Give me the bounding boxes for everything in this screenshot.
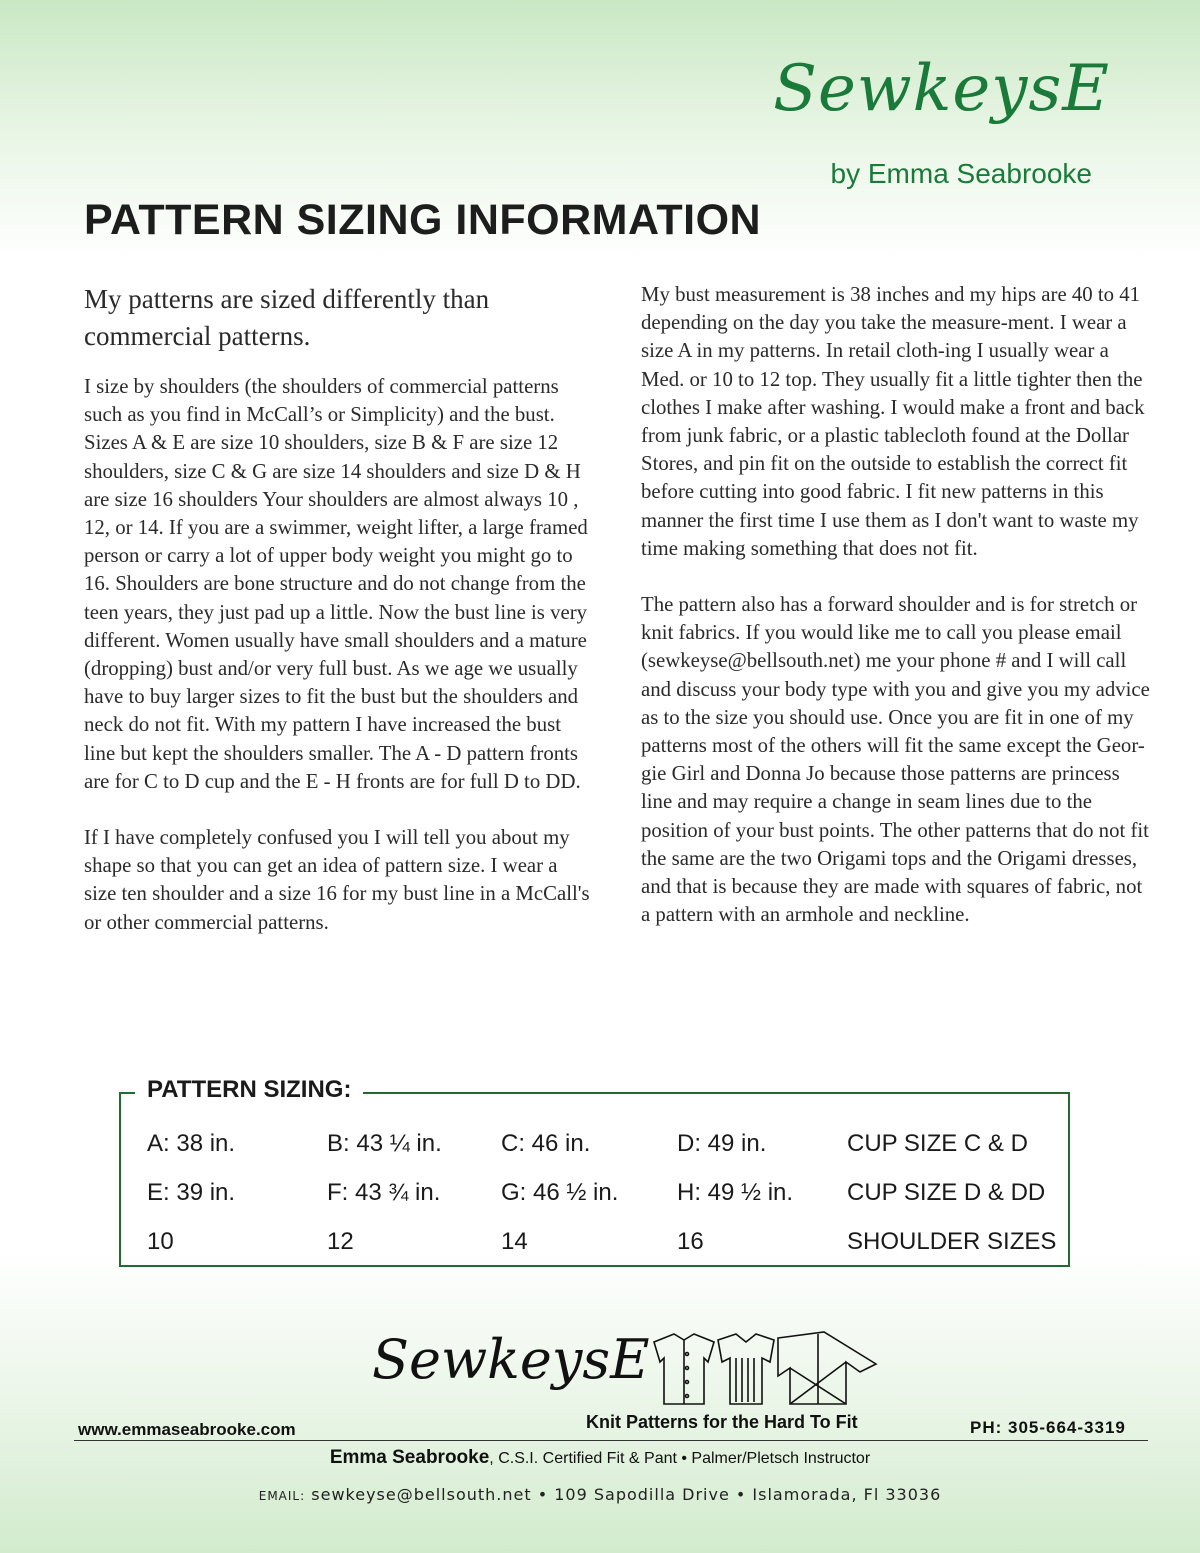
paragraph: The pattern also has a forward shoulder and is for stretch or knit fabrics. If you would like me to call you please email (sewkeyse@bellsouth.net) me your phone # and I will call and discuss your body type with you and give you my advice as to the size you should use. Once you are fit in one of my patterns most of the others will fit the same except the Geor-gie Girl and Donna Jo because those patterns are princess line and may require a change in seam lines due to the position of your bust points. The other patterns that do not fit the same are the two Origami tops and the Origami dresses, and that is because they are made with squares of fabric, not a pattern with an armhole and neckline.	[641, 593, 1150, 927]
sizing-cell: A: 38 in.	[147, 1130, 236, 1157]
author-suffix: , C.S.I.	[489, 1450, 539, 1467]
website-link[interactable]: www.emmaseabrooke.com	[78, 1420, 296, 1439]
pattern-sizing-box	[119, 1076, 1070, 1267]
sizing-cell: 14	[501, 1228, 528, 1255]
sizing-cell: 16	[677, 1228, 704, 1255]
phone-number: PH: 305-664-3319	[970, 1418, 1126, 1437]
sizing-cell: CUP SIZE C & D	[847, 1130, 1028, 1157]
sizing-cell: G: 46 ½ in.	[501, 1179, 619, 1206]
brand-subtitle: by Emma Seabrooke	[830, 158, 1092, 189]
credentials-line	[0, 1447, 1200, 1469]
left-column	[84, 281, 594, 937]
sizing-cell: SHOULDER SIZES	[847, 1228, 1057, 1255]
contact-line	[0, 1485, 1200, 1504]
brand-logo-script: SewkeysE	[773, 52, 1110, 126]
paragraph: If I have completely confused you I will tell you about my shape so that you can get an idea of pattern size. I wear a size ten shoulder and a size 16 for my bust line in a McCall's or other commercial patterns.	[84, 826, 590, 934]
right-column	[641, 281, 1151, 929]
author-name: Emma Seabrooke	[329, 1447, 490, 1468]
email-address-line[interactable]: sewkeyse@bellsouth.net • 109 Sapodilla Drive • Islamorada, Fl 33036	[311, 1485, 942, 1504]
sizing-cell: D: 49 in.	[677, 1130, 767, 1157]
sizing-cell: 12	[327, 1228, 354, 1255]
paragraph: My bust measurement is 38 inches and my hips are 40 to 41 depending on the day you take the measure-ment. I wear a size A in my patterns. In retail cloth-ing I usually wear a Med. or 10 to 12 top. They usually fit a little tighter then the clothes I make after washing. I would make a front and back from junk fabric, or a plastic tablecloth found at the Dollar Stores, and pin fit on the outside to establish the correct fit before cutting into good fabric. I fit new patterns in this manner the first time I use them as I don't want to waste my time making something that does not fit.	[641, 283, 1145, 560]
sizing-cell: F: 43 ¾ in.	[327, 1179, 441, 1206]
sizing-cell: E: 39 in.	[147, 1179, 236, 1206]
paragraph: I size by shoulders (the shoulders of commercial patterns such as you find in McCall’s or Simplicity) and the bust. Sizes A & E are size 10 shoulders, size B & F are size 12 shoulders, size C & G are size 14 shoulders and size D & H are size 16 shoulders Your shoulders are almost always 10 , 12, or 14. If you are a swimmer, weight lifter, a large framed person or carry a lot of upper body weight you might go to 16. Shoulders are bone structure and do not change from the teen years, they just pad up a little. Now the bust line is very different. Women usually have small shoulders and a mature (dropping) bust and/or very full bust. As we age we usually have to buy larger sizes to fit the bust but the shoulders and neck do not fit. With my pattern I have increased the bust line but kept the shoulders smaller. The A - D pattern fronts are for C to D cup and the E - H fronts are for full D to DD.	[84, 375, 588, 793]
sizing-title: PATTERN SIZING:	[135, 1076, 363, 1104]
page-title: PATTERN SIZING INFORMATION	[84, 196, 762, 244]
footer-divider	[74, 1440, 1148, 1441]
garment-sketches-icon	[650, 1328, 880, 1408]
footer-tagline: Knit Patterns for the Hard To Fit	[586, 1412, 858, 1432]
lead-paragraph: My patterns are sized differently than commercial patterns.	[84, 284, 490, 351]
sizing-cell: C: 46 in.	[501, 1130, 591, 1157]
sizing-cell: B: 43 ¼ in.	[327, 1130, 442, 1157]
author-credentials: Certified Fit & Pant • Palmer/Pletsch Instructor	[542, 1450, 871, 1467]
footer-logo-script: SewkeysE	[372, 1328, 650, 1391]
email-label: EMAIL:	[258, 1489, 306, 1503]
footer-logo	[350, 1328, 880, 1418]
sizing-cell: CUP SIZE D & DD	[847, 1179, 1046, 1206]
sizing-cell: 10	[147, 1228, 174, 1255]
sizing-cell: H: 49 ½ in.	[677, 1179, 794, 1206]
